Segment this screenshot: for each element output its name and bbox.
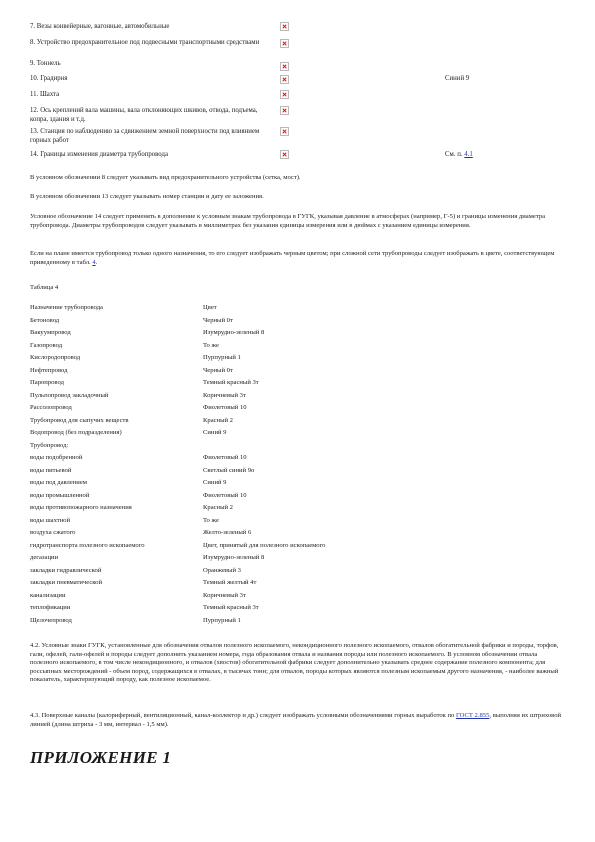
pipe-purpose: Вакуумпровод bbox=[30, 329, 71, 336]
pipe-purpose: Щелочепровод bbox=[30, 616, 72, 624]
paragraph-text: Если на плане имеется трубопровод только одного назначения, то его следует изображать черным цветом; при сложной сети трубопроводы следует изображать в цвете, соответствующем приведенному в табл. bbox=[30, 250, 555, 266]
table-row bbox=[30, 479, 450, 491]
pipe-purpose: дегазации bbox=[30, 554, 59, 561]
legend-note: Синий 9 bbox=[445, 75, 470, 82]
broken-image-icon[interactable] bbox=[280, 75, 289, 84]
table-row bbox=[30, 504, 450, 516]
legend-label: 11. Шахта bbox=[30, 91, 60, 98]
table-row bbox=[30, 429, 450, 441]
legend-label: 7. Везы конвейерные, вагонные, автомобильные bbox=[30, 23, 170, 30]
pipe-purpose: гидротранспорта полезного ископаемого bbox=[30, 541, 145, 549]
pipe-purpose: воды под давлением bbox=[30, 479, 87, 486]
legend-label: 14. Границы изменения диаметра трубопровода bbox=[30, 151, 168, 158]
table-row bbox=[30, 329, 450, 341]
pipe-purpose: Нефтепровод bbox=[30, 366, 68, 374]
pipe-color: Черный 0т bbox=[203, 366, 233, 374]
pipe-purpose: воды противопожарного назначения bbox=[30, 504, 132, 511]
paragraph-end: . bbox=[95, 258, 98, 266]
pipe-purpose: воды шахтной bbox=[30, 516, 70, 524]
table-row bbox=[30, 604, 450, 616]
pipe-color: Изумрудно-зеленый 8 bbox=[203, 554, 265, 561]
table-row bbox=[30, 554, 450, 566]
paragraph: Условное обозначение 14 следует применять в дополнение к условным знакам трубопровода в ГУГК, указывая давление в атмосферах (например, Г-5) и границы изменения диаметра трубопровода. Диаметры трубопроводов следует указывать в миллиметрах без указания единицы измерения или в дюймах с указанием единицы измерения. bbox=[30, 213, 546, 229]
table-row bbox=[30, 304, 450, 316]
pipe-color: То же bbox=[203, 341, 219, 349]
legend-note-text: См. п. bbox=[445, 151, 465, 158]
table-row bbox=[30, 542, 450, 554]
table-row bbox=[30, 567, 450, 579]
table-row bbox=[30, 492, 450, 504]
pipe-color: Изумрудно-зеленый 8 bbox=[203, 329, 265, 336]
table-row bbox=[30, 454, 450, 466]
paragraph bbox=[30, 250, 565, 267]
pipe-color: Темный желтый 4т bbox=[203, 579, 257, 586]
pipe-purpose: Рассолопровод bbox=[30, 404, 72, 411]
pipe-purpose: Кислородопровод bbox=[30, 354, 81, 361]
pipe-purpose: Водопровод (без подразделения) bbox=[30, 429, 122, 436]
pipe-color: Фиолетовый 10 bbox=[203, 404, 247, 411]
table-row bbox=[30, 367, 450, 379]
table-row bbox=[30, 354, 450, 366]
pipe-purpose: воды питьевой bbox=[30, 466, 72, 474]
pipe-color: Черный 0т bbox=[203, 316, 233, 324]
table-row bbox=[30, 529, 450, 541]
pipe-color: Оранжевый 3 bbox=[203, 566, 241, 574]
pipe-color: Пурпурный 1 bbox=[203, 616, 241, 624]
paragraph-end: , выполняя их штриховой линией (длина штриха - 3 мм, интервал - 1,5 мм). bbox=[30, 712, 562, 728]
broken-image-icon[interactable] bbox=[280, 127, 289, 136]
paragraph-text: 4.3. Поверхные каналы (калориферный, вентиляционный, канал-коллектор и др.) следует изображать условными обозначениями горных выработок по bbox=[30, 712, 456, 719]
pipe-color: Фиолетовый 10 bbox=[203, 454, 247, 461]
table-row bbox=[30, 442, 450, 454]
paragraph: В условном обозначении 8 следует указывать вид предохранительного устройства (сетка, мост). bbox=[30, 174, 301, 181]
paragraph: В условном обозначении 13 следует указывать номер станции и дату ее заложения. bbox=[30, 193, 264, 200]
pipe-purpose: теплофикации bbox=[30, 604, 71, 611]
table-row bbox=[30, 592, 450, 604]
table-row bbox=[30, 467, 450, 479]
pipe-color: Коричневый 3т bbox=[203, 591, 246, 599]
table-row bbox=[30, 342, 450, 354]
table-row bbox=[30, 617, 450, 629]
pipe-color: Синий 9 bbox=[203, 479, 227, 486]
pipe-purpose: Трубопровод для сыпучих веществ bbox=[30, 416, 129, 424]
clause-4-2: 4.2. Условные знаки ГУГК, установленные для обозначения отвалов полезного ископаемого, некондиционного полезного ископаемого, отвалов обогатительной фабрики и породы, торфов, гали, офелей, гали-офелей и породы следует дополнить указанием номера, года образования отвала и названия породы или полезного ископаемого. В условном обозначении отвала полезного ископаемого, в том числе некондиционного, и отвалов (хвостов) обогатительной фабрики следует дополнительно указывать среднее содержание полезного компонента; для россыпных месторождений - объем пород, содержащихся в отвалах, в тысячах тонн; для отвалов, породы которых являются полезным ископаемым другого назначения, - наиболее важный показатель, характеризующий породу, как полезное ископаемое. bbox=[30, 642, 559, 684]
appendix-title: ПРИЛОЖЕНИЕ 1 bbox=[30, 748, 172, 767]
pipe-color: Синий 9 bbox=[203, 429, 227, 436]
broken-image-icon[interactable] bbox=[280, 90, 289, 99]
broken-image-icon[interactable] bbox=[280, 62, 289, 71]
clause-4-3 bbox=[30, 712, 565, 729]
broken-image-icon[interactable] bbox=[280, 150, 289, 159]
gost-link[interactable]: ГОСТ 2.855 bbox=[455, 712, 490, 719]
broken-image-icon[interactable] bbox=[280, 39, 289, 48]
pipe-color: Темный красный 3т bbox=[203, 379, 259, 386]
table-row bbox=[30, 379, 450, 391]
pipe-purpose: Трубопровод: bbox=[30, 441, 69, 449]
pipe-color: Цвет, принятый для полезного ископаемого bbox=[203, 541, 326, 549]
legend-label: 10. Градирня bbox=[30, 75, 68, 82]
table-row bbox=[30, 404, 450, 416]
table-row bbox=[30, 317, 450, 329]
pipe-purpose: воздуха сжатого bbox=[30, 529, 76, 536]
pipe-purpose: Газопровод bbox=[30, 341, 63, 349]
table-link[interactable]: 4 bbox=[92, 258, 96, 266]
clause-link[interactable]: 4.1 bbox=[464, 151, 473, 158]
pipe-color: Желто-зеленый 6 bbox=[203, 529, 252, 536]
pipe-color: Коричневый 3т bbox=[203, 391, 246, 399]
legend-note bbox=[445, 150, 473, 159]
table-row bbox=[30, 392, 450, 404]
table-row bbox=[30, 417, 450, 429]
pipe-color: То же bbox=[203, 516, 219, 524]
pipe-color: Цвет bbox=[203, 304, 217, 311]
pipe-color: Светлый синий 9о bbox=[203, 466, 255, 474]
legend-label: 13. Станция по наблюдению за сдвижением земной поверхности под влиянием горных работ bbox=[30, 128, 260, 144]
pipe-color: Красный 2 bbox=[203, 504, 233, 511]
broken-image-icon[interactable] bbox=[280, 106, 289, 115]
pipe-purpose: Бетоновод bbox=[30, 316, 60, 324]
broken-image-icon[interactable] bbox=[280, 22, 289, 31]
pipe-purpose: Пульпопровод закладочный bbox=[30, 391, 109, 399]
pipe-purpose: воды промышленной bbox=[30, 491, 90, 499]
pipe-color: Пурпурный 1 bbox=[203, 354, 241, 361]
pipe-color: Фиолетовый 10 bbox=[203, 491, 247, 499]
table-row bbox=[30, 579, 450, 591]
pipe-purpose: закладки гидравлической bbox=[30, 566, 102, 574]
legend-label: 8. Устройство предохранительное под подвесными транспортными средствами bbox=[30, 39, 260, 46]
pipe-purpose: Назначение трубопровода bbox=[30, 304, 103, 311]
pipe-purpose: закладки пневматической bbox=[30, 579, 102, 586]
pipe-purpose: Паропровод bbox=[30, 379, 64, 386]
pipe-color: Красный 2 bbox=[203, 416, 233, 424]
legend-label: 12. Ось креплений вала машины, вала отклоняющих шкивов, отвода, подъема, копра, здания и т.д. bbox=[30, 107, 258, 123]
pipe-purpose: канализации bbox=[30, 591, 66, 599]
pipe-color: Темный красный 3т bbox=[203, 604, 259, 611]
table-row bbox=[30, 517, 450, 529]
pipe-purpose: воды подобренной bbox=[30, 454, 83, 461]
table-caption: Таблица 4 bbox=[30, 284, 59, 291]
legend-label: 9. Тоннель bbox=[30, 60, 61, 67]
